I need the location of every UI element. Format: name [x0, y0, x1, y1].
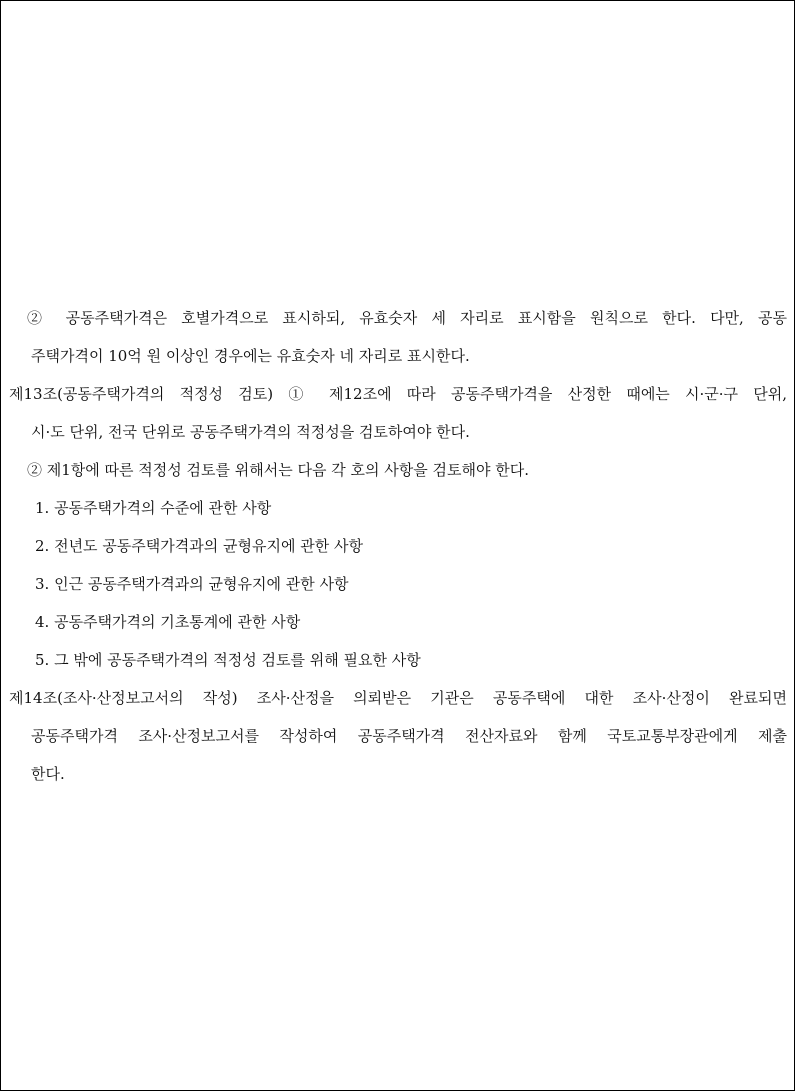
- article-13-line-2: 시·도 단위, 전국 단위로 공동주택가격의 적정성을 검토하여야 한다.: [31, 423, 470, 441]
- list-item-3: 3. 인근 공동주택가격과의 균형유지에 관한 사항: [35, 575, 349, 593]
- article-13-paragraph-2: ② 제1항에 따른 적정성 검토를 위해서는 다음 각 호의 사항을 검토해야 한다.: [27, 461, 529, 479]
- paragraph-2-line-1: ② 공동주택가격은 호별가격으로 표시하되, 유효숫자 세 자리로 표시함을 원칙으로 한다. 다만, 공동: [27, 309, 787, 327]
- article-14-line-2: 공동주택가격 조사·산정보고서를 작성하여 공동주택가격 전산자료와 함께 국토교통부장관에게 제출: [31, 727, 787, 745]
- list-item-2: 2. 전년도 공동주택가격과의 균형유지에 관한 사항: [35, 537, 363, 555]
- list-item-1: 1. 공동주택가격의 수준에 관한 사항: [35, 499, 272, 517]
- list-item-5: 5. 그 밖에 공동주택가격의 적정성 검토를 위해 필요한 사항: [35, 651, 421, 669]
- article-13-line-1: 제13조(공동주택가격의 적정성 검토) ① 제12조에 따라 공동주택가격을 산정한 때에는 시·군·구 단위,: [9, 385, 787, 403]
- document-body: [9, 299, 787, 793]
- article-14-line-1: 제14조(조사·산정보고서의 작성) 조사·산정을 의뢰받은 기관은 공동주택에 대한 조사·산정이 완료되면: [9, 689, 787, 707]
- paragraph-2-line-2: 주택가격이 10억 원 이상인 경우에는 유효숫자 네 자리로 표시한다.: [31, 347, 470, 365]
- list-item-4: 4. 공동주택가격의 기초통계에 관한 사항: [35, 613, 301, 631]
- article-14-line-3: 한다.: [31, 765, 65, 783]
